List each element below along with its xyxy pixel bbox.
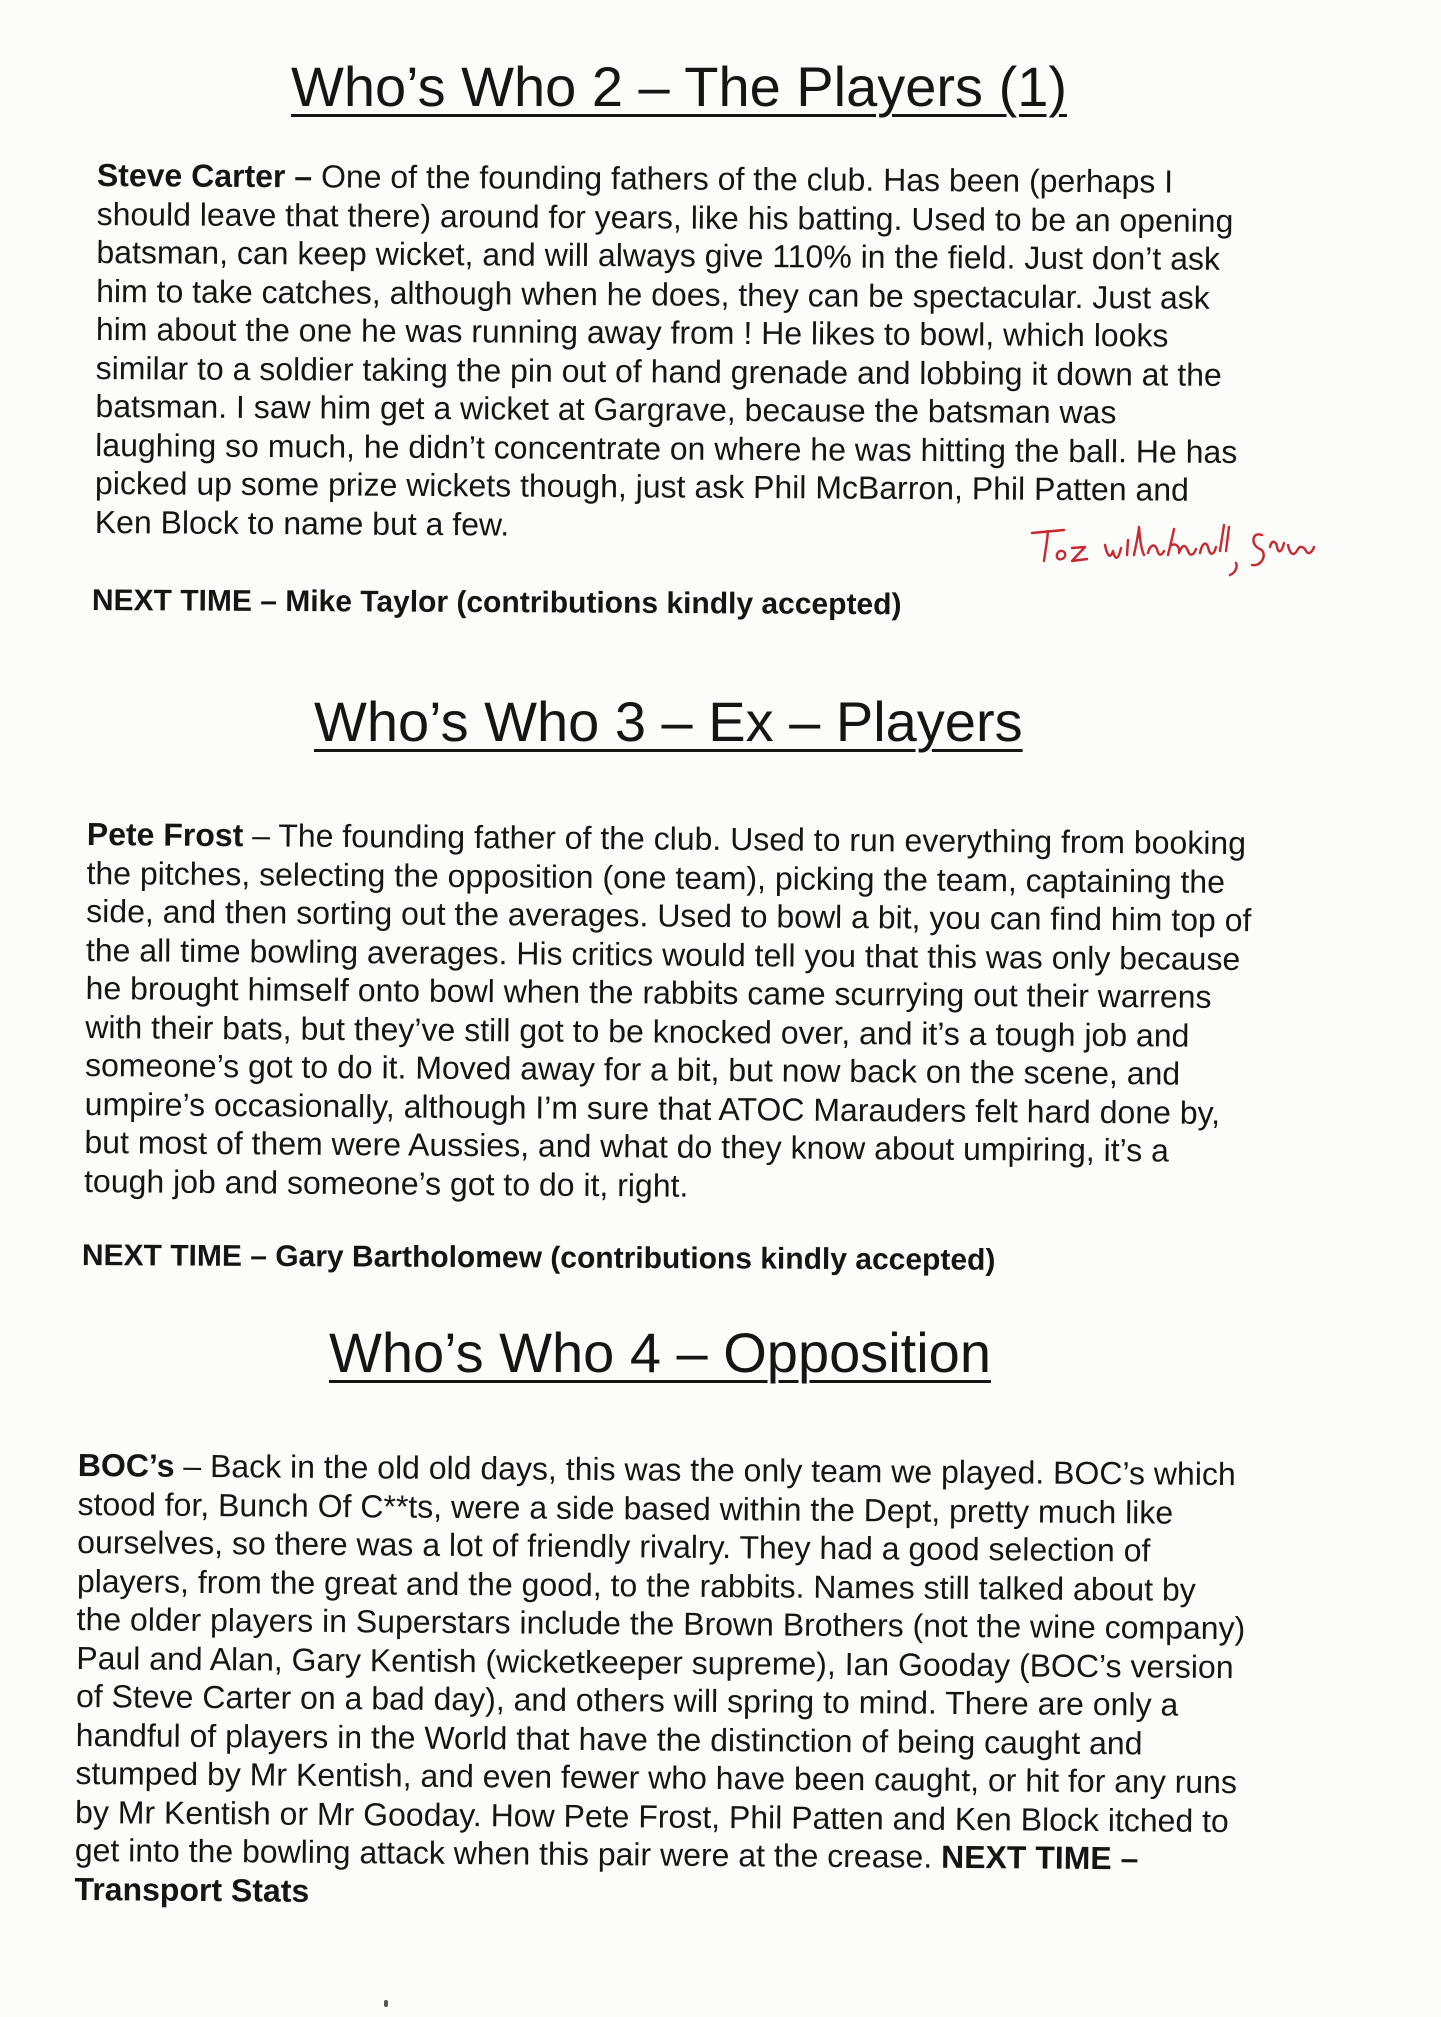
lead-name-bocs: BOC’s bbox=[77, 1447, 175, 1484]
heading-players: Who’s Who 2 – The Players (1) bbox=[291, 55, 1068, 118]
handwritten-signature bbox=[1030, 515, 1400, 585]
paragraph-bocs bbox=[74, 1446, 1248, 1917]
body-steve-carter: One of the founding fathers of the club. Has been (perhaps I should leave that there) around for years, like his batting. Used to be an opening batsman, can keep wicket, and will always give 110% in the field. Just don’t ask him to take catches, although when he does, they can be spectacular. Just ask him about the one he was running away from ! He likes to bowl, which looks similar to a soldier taking the pin out of hand grenade and lobbing it down at the batsman. I saw him get a wicket at Gargrave, because the batsman was laughing so much, he didn’t concentrate on where he was hitting the ball. He has picked up some prize wickets though, just ask Phil McBarron, Phil Patten and Ken Block to name but a few. bbox=[94, 158, 1238, 543]
scan-speck bbox=[384, 2000, 388, 2007]
body-pete-frost: – The founding father of the club. Used to run everything from booking the pitches, selecting the opposition (one team), picking the team, captaining the side, and then sorting out the averages. Used to bowl a bit, you can find him top of the all time bowling averages. His critics would tell you that this was only because he brought himself onto bowl when the rabbits came scurrying out their warrens with their bats, but they’ve still got to be knocked over, and it’s a tough job and someone’s got to do it. Moved away for a bit, but now back on the scene, and umpire’s occasionally, although I’m sure that ATOC Marauders felt hard done by, but most of them were Aussies, and what do they know about umpiring, it’s a tough job and someone’s got to do it, right. bbox=[83, 817, 1252, 1204]
lead-name-steve-carter: Steve Carter – bbox=[96, 156, 322, 195]
lead-name-pete-frost: Pete Frost bbox=[86, 815, 244, 854]
heading-ex-players: Who’s Who 3 – Ex – Players bbox=[314, 690, 1023, 753]
next-time-players: NEXT TIME – Mike Taylor (contributions kindly accepted) bbox=[91, 584, 902, 622]
paragraph-steve-carter bbox=[95, 156, 1247, 548]
paragraph-pete-frost bbox=[84, 815, 1257, 1209]
heading-opposition: Who’s Who 4 – Opposition bbox=[329, 1321, 991, 1384]
next-time-opposition: NEXT TIME – Transport Stats bbox=[74, 1838, 1139, 1909]
next-time-ex-players: NEXT TIME – Gary Bartholomew (contributions kindly accepted) bbox=[81, 1239, 996, 1277]
body-bocs: – Back in the old old days, this was the only team we played. BOC’s which stood for, Bunch Of C**ts, were a side based within the Dept, pretty much like ourselves, so there was a lot of friendly rivalry. They had a good selection of players, from the great and the good, to the rabbits. Names still talked about by the older players in Superstars include the Brown Brothers (not the wine company) Paul and Alan, Gary Kentish (wicketkeeper supreme), Ian Gooday (BOC’s version of Steve Carter on a bad day), and others will spring to mind. There are only a handful of players in the World that have the distinction of being caught and stumped by Mr Kentish, and even fewer who have been caught, or hit for any runs by Mr Kentish or Mr Gooday. How Pete Frost, Phil Patten and Ken Block itched to get into the bowling attack when this pair were at the crease. bbox=[74, 1447, 1246, 1875]
